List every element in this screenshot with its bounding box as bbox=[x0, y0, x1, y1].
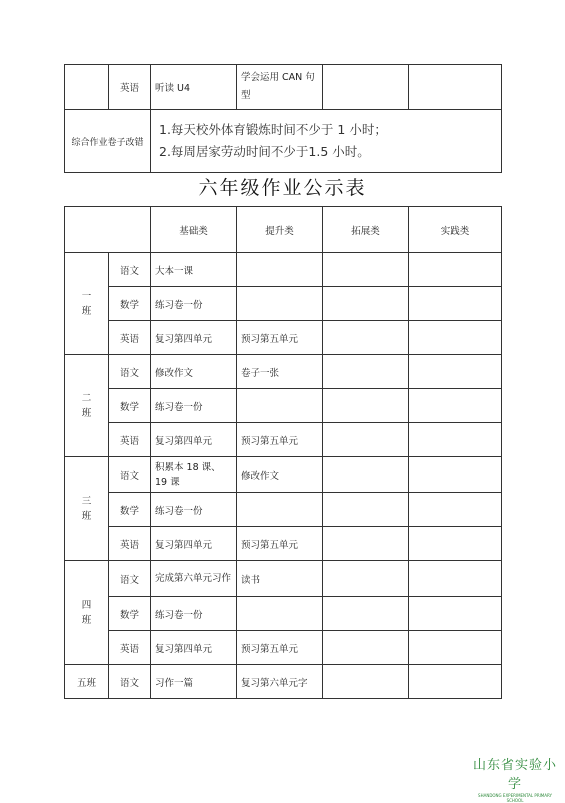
improve-cell bbox=[237, 597, 323, 631]
table-row bbox=[65, 561, 502, 597]
table-row bbox=[65, 493, 502, 527]
basic-cell: 修改作文 bbox=[151, 355, 237, 389]
class-label-part: 四 bbox=[81, 599, 92, 611]
table-row bbox=[65, 527, 502, 561]
table-row bbox=[65, 287, 502, 321]
class-label-part: 班 bbox=[81, 305, 92, 317]
extend-cell bbox=[323, 321, 409, 355]
subject-cell: 语文 bbox=[109, 457, 151, 493]
header-practice: 实践类 bbox=[409, 207, 502, 253]
table-row bbox=[65, 321, 502, 355]
subject-cell: 语文 bbox=[109, 355, 151, 389]
subject-cell: 数学 bbox=[109, 493, 151, 527]
class-label bbox=[65, 355, 109, 457]
practice-cell bbox=[409, 561, 502, 597]
practice-cell bbox=[409, 597, 502, 631]
school-logo bbox=[471, 754, 559, 803]
class-label-part: 一 bbox=[81, 290, 92, 302]
basic-cell: 练习卷一份 bbox=[151, 389, 237, 423]
basic-cell: 练习卷一份 bbox=[151, 493, 237, 527]
practice-cell bbox=[409, 457, 502, 493]
practice-cell bbox=[409, 665, 502, 699]
class-label-part: 班 bbox=[81, 614, 92, 626]
improve-cell: 学会运用 CAN 句型 bbox=[237, 65, 323, 110]
improve-cell: 修改作文 bbox=[237, 457, 323, 493]
improve-cell bbox=[237, 253, 323, 287]
table-row bbox=[65, 597, 502, 631]
school-logo-english: SHANDONG EXPERIMENTAL PRIMARY SCHOOL bbox=[478, 793, 552, 803]
extend-cell bbox=[323, 631, 409, 665]
improve-cell bbox=[237, 287, 323, 321]
subject-cell: 英语 bbox=[109, 321, 151, 355]
basic-cell: 积累本 18 课、19 课 bbox=[151, 457, 237, 493]
class-label-part: 班 bbox=[81, 407, 92, 419]
basic-cell: 练习卷一份 bbox=[151, 597, 237, 631]
class-label-part: 二 bbox=[81, 392, 92, 404]
class-label-part: 三 bbox=[81, 495, 92, 507]
table-row bbox=[65, 389, 502, 423]
subject-cell: 语文 bbox=[109, 253, 151, 287]
extend-cell bbox=[323, 65, 409, 110]
basic-cell: 复习第四单元 bbox=[151, 321, 237, 355]
subject-cell: 英语 bbox=[109, 65, 151, 110]
school-logo-chinese: 山东省实验小学 bbox=[472, 758, 557, 792]
continued-homework-table bbox=[64, 64, 502, 173]
subject-cell: 英语 bbox=[109, 527, 151, 561]
extend-cell bbox=[323, 457, 409, 493]
practice-cell bbox=[409, 527, 502, 561]
extend-cell bbox=[323, 527, 409, 561]
extend-cell bbox=[323, 423, 409, 457]
blank-cell bbox=[65, 65, 109, 110]
basic-cell: 复习第四单元 bbox=[151, 423, 237, 457]
summary-line-1: 1.每天校外体育锻炼时间不少于 1 小时； bbox=[159, 122, 387, 137]
extend-cell bbox=[323, 561, 409, 597]
header-extend: 拓展类 bbox=[323, 207, 409, 253]
basic-cell: 大本一课 bbox=[151, 253, 237, 287]
summary-content bbox=[151, 110, 502, 173]
table-row bbox=[65, 423, 502, 457]
improve-cell bbox=[237, 493, 323, 527]
improve-cell: 预习第五单元 bbox=[237, 423, 323, 457]
homework-table bbox=[64, 206, 502, 699]
improve-cell: 卷子一张 bbox=[237, 355, 323, 389]
improve-cell: 复习第六单元字 bbox=[237, 665, 323, 699]
improve-cell: 预习第五单元 bbox=[237, 527, 323, 561]
extend-cell bbox=[323, 665, 409, 699]
basic-cell: 听读 U4 bbox=[151, 65, 237, 110]
basic-cell: 复习第四单元 bbox=[151, 631, 237, 665]
subject-cell: 英语 bbox=[109, 631, 151, 665]
practice-cell bbox=[409, 355, 502, 389]
summary-row bbox=[65, 110, 502, 173]
table-row bbox=[65, 355, 502, 389]
subject-cell: 数学 bbox=[109, 389, 151, 423]
improve-cell: 预习第五单元 bbox=[237, 321, 323, 355]
page-title: 六年级作业公示表 bbox=[198, 177, 367, 199]
header-basic: 基础类 bbox=[151, 207, 237, 253]
practice-cell bbox=[409, 253, 502, 287]
header-blank bbox=[65, 207, 151, 253]
header-improve: 提升类 bbox=[237, 207, 323, 253]
english-row bbox=[65, 65, 502, 110]
summary-label: 综合作业卷子改错 bbox=[65, 110, 151, 173]
extend-cell bbox=[323, 253, 409, 287]
practice-cell bbox=[409, 389, 502, 423]
extend-cell bbox=[323, 355, 409, 389]
subject-cell: 语文 bbox=[109, 561, 151, 597]
extend-cell bbox=[323, 493, 409, 527]
practice-cell bbox=[409, 287, 502, 321]
table-row bbox=[65, 631, 502, 665]
subject-cell: 语文 bbox=[109, 665, 151, 699]
extend-cell bbox=[323, 597, 409, 631]
practice-cell bbox=[409, 321, 502, 355]
practice-cell bbox=[409, 493, 502, 527]
extend-cell bbox=[323, 287, 409, 321]
subject-cell: 英语 bbox=[109, 423, 151, 457]
subject-cell: 数学 bbox=[109, 287, 151, 321]
basic-cell: 练习卷一份 bbox=[151, 287, 237, 321]
class-label bbox=[65, 561, 109, 665]
improve-cell: 读书 bbox=[237, 561, 323, 597]
table-row bbox=[65, 253, 502, 287]
table-row bbox=[65, 457, 502, 493]
class-label: 五班 bbox=[65, 665, 109, 699]
class-label bbox=[65, 253, 109, 355]
table-row bbox=[65, 665, 502, 699]
improve-cell: 预习第五单元 bbox=[237, 631, 323, 665]
basic-cell: 习作一篇 bbox=[151, 665, 237, 699]
subject-cell: 数学 bbox=[109, 597, 151, 631]
practice-cell bbox=[409, 423, 502, 457]
improve-cell bbox=[237, 389, 323, 423]
practice-cell bbox=[409, 631, 502, 665]
extend-cell bbox=[323, 389, 409, 423]
class-label bbox=[65, 457, 109, 561]
basic-cell: 复习第四单元 bbox=[151, 527, 237, 561]
class-label-part: 班 bbox=[81, 510, 92, 522]
header-row bbox=[65, 207, 502, 253]
practice-cell bbox=[409, 65, 502, 110]
summary-line-2: 2.每周居家劳动时间不少于1.5 小时。 bbox=[159, 144, 370, 159]
basic-cell: 完成第六单元习作 bbox=[151, 561, 237, 597]
